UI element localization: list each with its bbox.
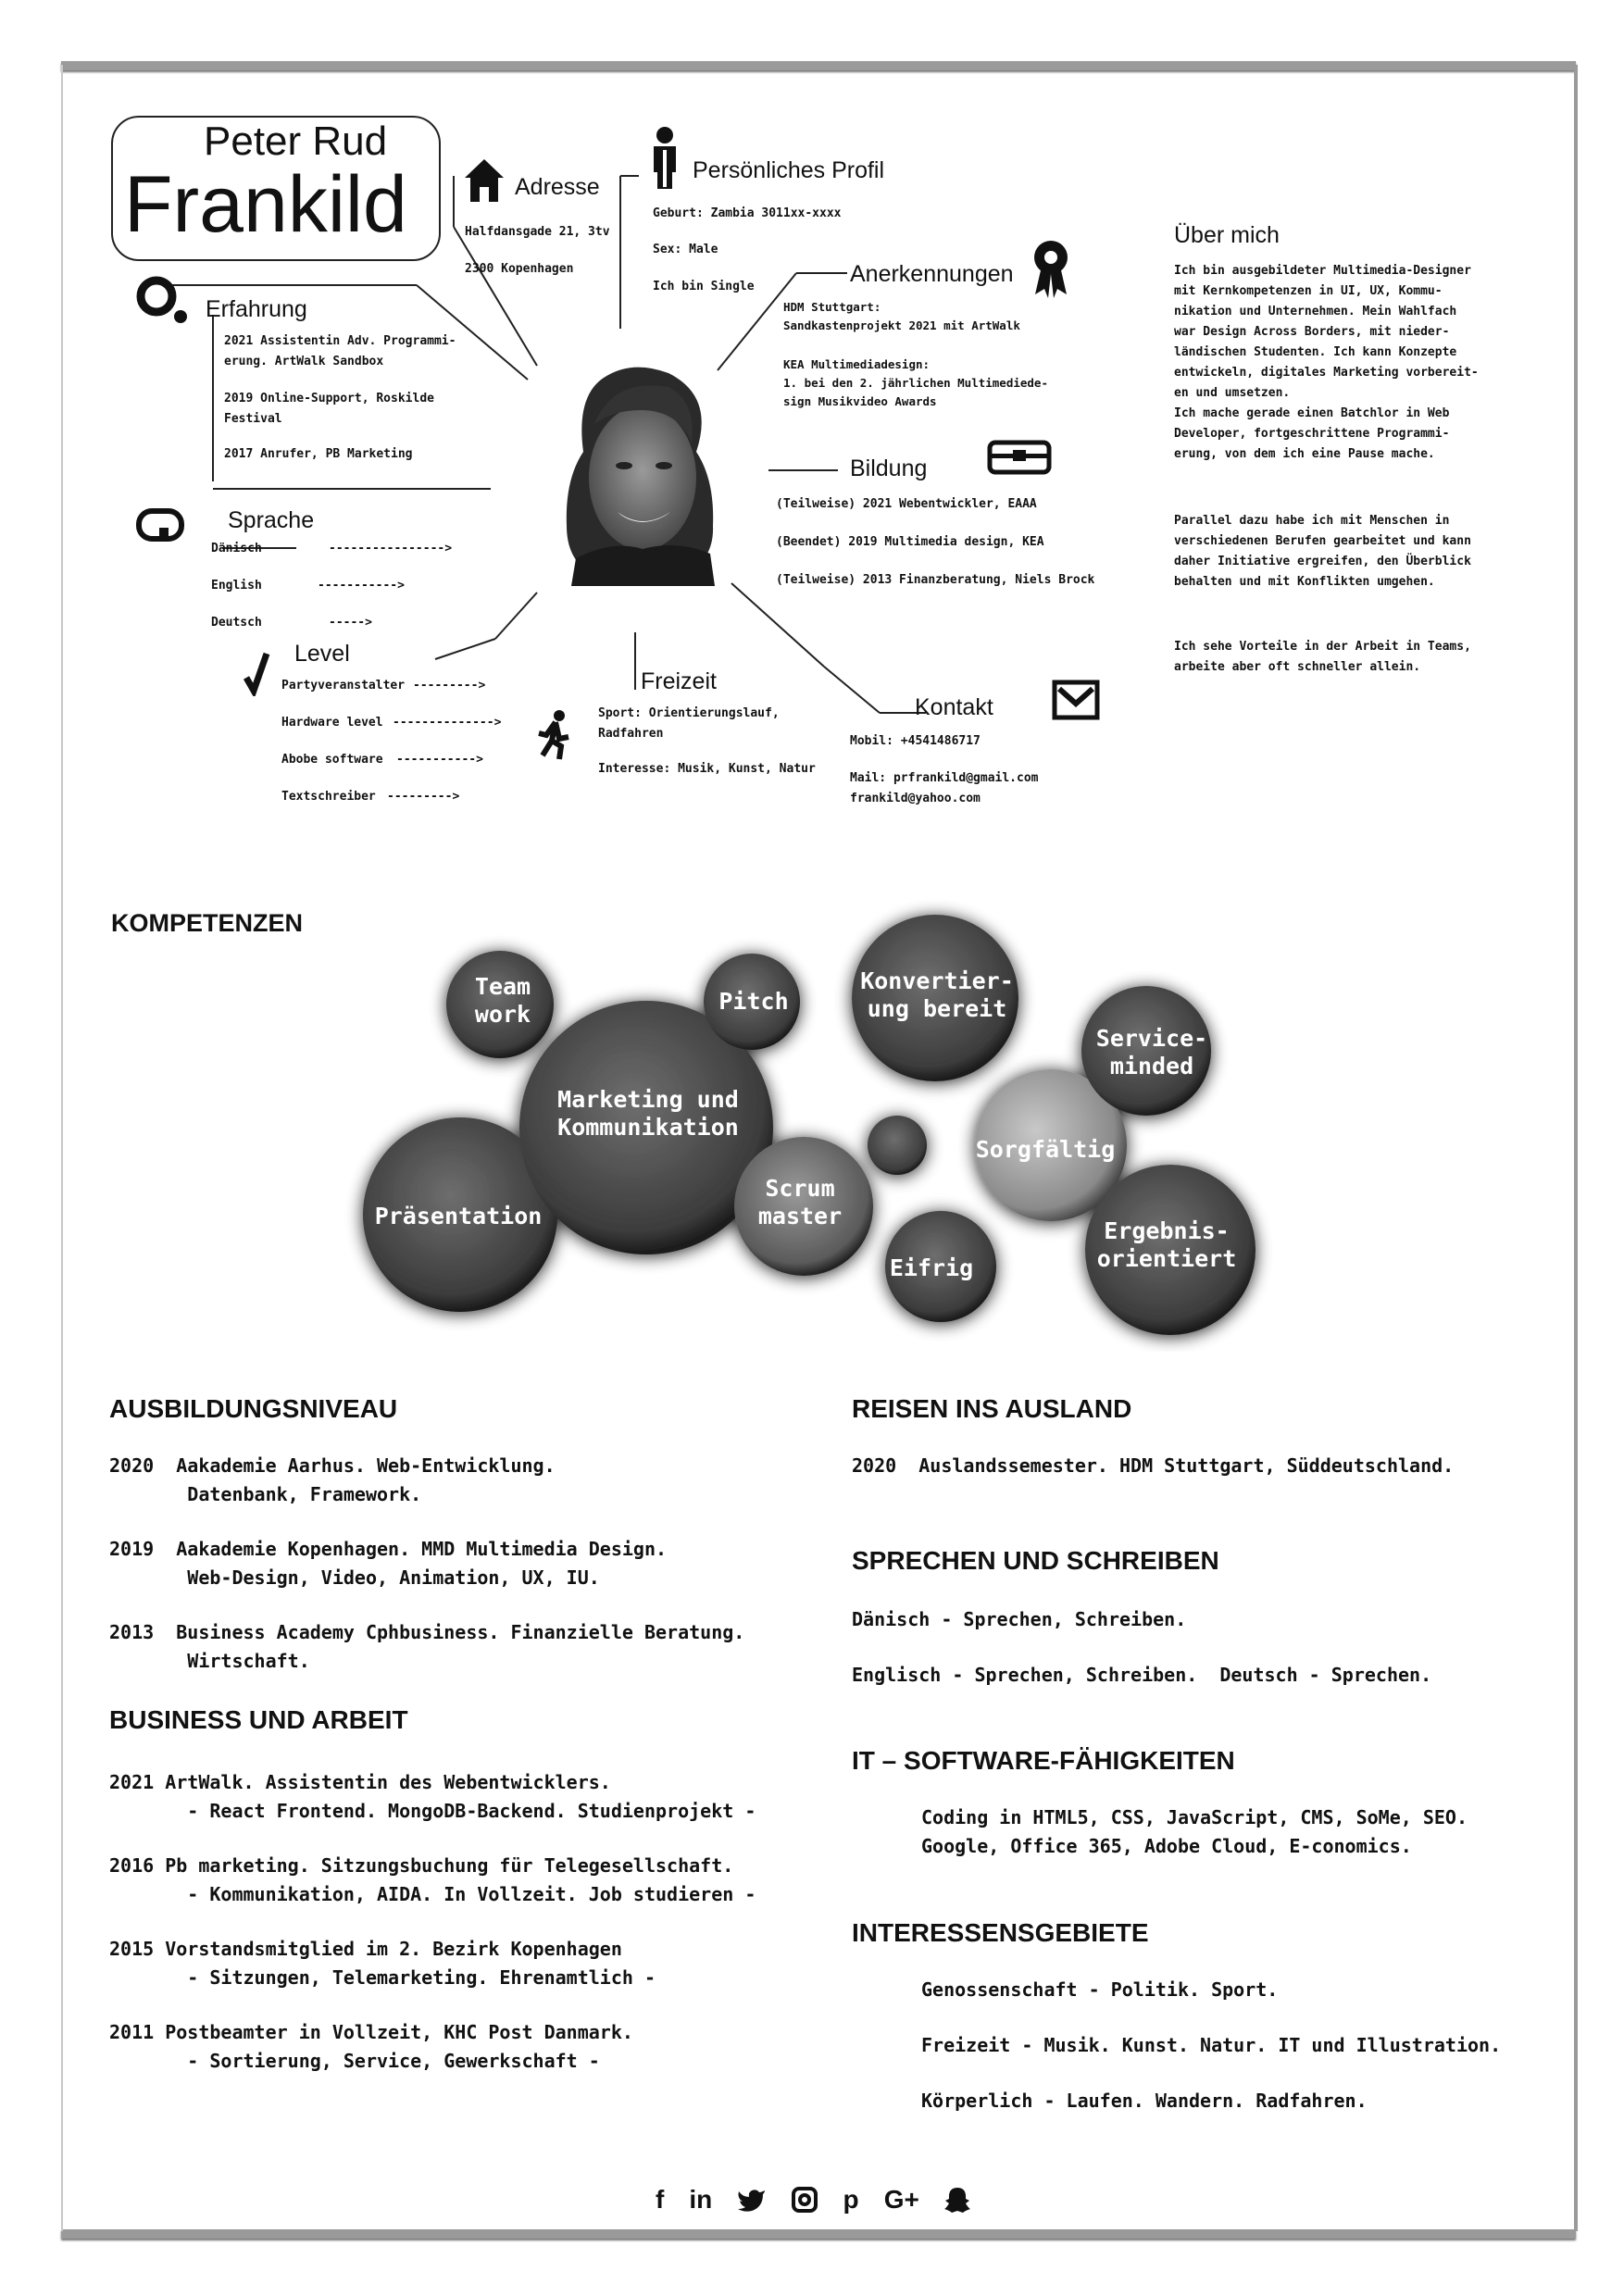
erfahrung-item-1: 2021 Assistentin Adv. Programmi- erung. ArtWalk Sandbox bbox=[224, 334, 456, 368]
freizeit-sport: Sport: Orientierungslauf, Radfahren bbox=[598, 706, 780, 741]
bubble-label-pitch: Pitch bbox=[718, 988, 789, 1015]
uber-mich-p1: Ich bin ausgebildeter Multimedia-Designer mit Kernkompetenzen in UI, UX, Kommu- nikation und Unternehmen. Mein Wahlfach war Design Across Borders, mit nieder- ländischen Studenten. Ich kann Konzepte entwickeln, digitales Marketing vorbereit- en und umsetzen. Ich mache gerade einen Batchlor in Web Developer, fortgeschrittene Programmi- erung, von dem ich eine Pause mache. bbox=[1174, 264, 1479, 461]
speech-bubble-icon bbox=[135, 507, 187, 544]
adresse-title: Adresse bbox=[515, 174, 600, 200]
reisen-item-1: 2020 Auslandssemester. HDM Stuttgart, Süddeutschland. bbox=[852, 1454, 1455, 1477]
ausbildung-item-1: 2020 Aakademie Aarhus. Web-Entwicklung. Datenbank, Framework. bbox=[109, 1454, 556, 1505]
sprache-name-2: English bbox=[211, 579, 262, 593]
erfahrung-title: Erfahrung bbox=[206, 296, 307, 322]
ausbildung-title: AUSBILDUNGSNIVEAU bbox=[109, 1394, 398, 1423]
search-icon bbox=[132, 274, 194, 328]
bubble-label-service: Service-minded bbox=[1095, 1025, 1208, 1079]
google-plus-icon[interactable]: G+ bbox=[883, 2185, 919, 2214]
pinterest-icon[interactable]: p bbox=[843, 2185, 859, 2214]
adresse-line2: 2300 Kopenhagen bbox=[465, 262, 574, 276]
bildung-title: Bildung bbox=[850, 455, 928, 481]
kontakt-mail[interactable]: Mail: prfrankild@gmail.com frankild@yahoo.com bbox=[850, 771, 1039, 805]
bubble-label-konvertierung: Konvertier-ung bereit bbox=[860, 967, 1014, 1022]
profil-title: Persönliches Profil bbox=[693, 157, 885, 183]
erfahrung-item-2: 2019 Online-Support, Roskilde Festival bbox=[224, 392, 434, 426]
business-title: BUSINESS UND ARBEIT bbox=[109, 1705, 408, 1734]
ausbildung-item-2: 2019 Aakademie Kopenhagen. MMD Multimedia Design. Web-Design, Video, Animation, UX, IU. bbox=[109, 1538, 668, 1589]
kompetenzen-title: KOMPETENZEN bbox=[111, 909, 304, 937]
page-border-bottom bbox=[61, 2229, 1576, 2239]
sprechen-item-2: Englisch - Sprechen, Schreiben. Deutsch - Sprechen. bbox=[852, 1664, 1432, 1686]
business-item-4: 2011 Postbeamter in Vollzeit, KHC Post Danmark. - Sortierung, Service, Gewerkschaft - bbox=[109, 2021, 633, 2072]
bubble-label-prasentation: Präsentation bbox=[374, 1203, 543, 1229]
bubble-label-eifrig: Eifrig bbox=[889, 1254, 974, 1281]
business-item-2: 2016 Pb marketing. Sitzungsbuchung für Telegesellschaft. - Kommunikation, AIDA. In Vollzeit. Job studieren - bbox=[109, 1854, 756, 1905]
freizeit-interesse: Interesse: Musik, Kunst, Natur bbox=[598, 762, 816, 776]
home-icon bbox=[461, 156, 507, 206]
first-name: Peter Rud bbox=[204, 119, 388, 164]
bildung-item-2: (Beendet) 2019 Multimedia design, KEA bbox=[776, 535, 1044, 549]
kontakt-mobil[interactable]: Mobil: +4541486717 bbox=[850, 734, 981, 748]
facebook-icon[interactable]: f bbox=[656, 2185, 665, 2214]
erfahrung-item-3: 2017 Anrufer, PB Marketing bbox=[224, 447, 413, 461]
running-icon bbox=[535, 709, 572, 761]
profil-status: Ich bin Single bbox=[653, 280, 755, 293]
ausbildung-item-3: 2013 Business Academy Cphbusiness. Finanzielle Beratung. Wirtschaft. bbox=[109, 1621, 745, 1672]
level-title: Level bbox=[294, 641, 350, 667]
social-bar bbox=[656, 2181, 970, 2218]
level-name-4: Textschreiber bbox=[281, 790, 376, 804]
sprache-title: Sprache bbox=[228, 507, 315, 533]
bubble-label-scrum: Scrum master bbox=[757, 1175, 843, 1229]
profil-sex: Sex: Male bbox=[653, 243, 718, 256]
interessen-item-1: Genossenschaft - Politik. Sport. bbox=[921, 1978, 1279, 2001]
level-name-3: Abobe software bbox=[281, 753, 383, 767]
uber-mich-p3: Ich sehe Vorteile in der Arbeit in Teams, arbeite aber oft schneller allein. bbox=[1174, 640, 1471, 674]
sprache-bar-3: -----> bbox=[329, 616, 372, 630]
business-item-1: 2021 ArtWalk. Assistentin des Webentwicklers. - React Frontend. MongoDB-Backend. Studienprojekt - bbox=[109, 1771, 756, 1822]
sprache-name-3: Deutsch bbox=[211, 616, 262, 630]
sprache-bar-2: -----------> bbox=[318, 579, 405, 593]
kompetenzen-bubbles bbox=[333, 889, 1278, 1352]
bubble-dot bbox=[868, 1116, 927, 1175]
award-icon bbox=[1028, 237, 1074, 300]
level-name-2: Hardware level bbox=[281, 716, 383, 730]
last-name: Frankild bbox=[124, 160, 407, 249]
snapchat-icon[interactable] bbox=[944, 2186, 970, 2214]
uber-mich-p2: Parallel dazu habe ich mit Menschen in verschiedenen Berufen gearbeitet und kann daher Initiative ergreifen, den Überblick behalten und mit Konflikten umgehen. bbox=[1174, 514, 1471, 589]
uber-mich-title: Über mich bbox=[1174, 222, 1280, 248]
twitter-icon[interactable] bbox=[737, 2187, 767, 2213]
kontakt-title: Kontakt bbox=[915, 694, 993, 720]
linkedin-icon[interactable]: in bbox=[689, 2185, 713, 2214]
interessen-item-3: Körperlich - Laufen. Wandern. Radfahren. bbox=[921, 2090, 1368, 2112]
bubble-label-teamwork: Team work bbox=[474, 973, 531, 1028]
interessen-item-2: Freizeit - Musik. Kunst. Natur. IT und Illustration. bbox=[921, 2034, 1502, 2056]
bubble-label-marketing: Marketing und Kommunikation bbox=[557, 1086, 739, 1141]
reisen-title: REISEN INS AUSLAND bbox=[852, 1394, 1132, 1423]
bildung-item-1: (Teilweise) 2021 Webentwickler, EAAA bbox=[776, 497, 1037, 511]
profile-photo bbox=[557, 359, 722, 591]
instagram-icon[interactable] bbox=[792, 2187, 818, 2213]
anerkennungen-item-1: HDM Stuttgart: Sandkastenprojekt 2021 mit ArtWalk bbox=[783, 300, 1020, 332]
sprechen-item-1: Dänisch - Sprechen, Schreiben. bbox=[852, 1608, 1187, 1630]
profil-birth: Geburt: Zambia 3011xx-xxxx bbox=[653, 206, 842, 220]
level-bar-1: ---------> bbox=[413, 679, 486, 693]
anerkennungen-item-2: KEA Multimediadesign: 1. bei den 2. jährlichen Multimediede- sign Musikvideo Awards bbox=[783, 357, 1048, 408]
anerkennungen-title: Anerkennungen bbox=[850, 261, 1014, 287]
level-name-1: Partyveranstalter bbox=[281, 679, 406, 693]
briefcase-icon bbox=[987, 435, 1052, 476]
sprechen-title: SPRECHEN UND SCHREIBEN bbox=[852, 1546, 1219, 1575]
freizeit-title: Freizeit bbox=[641, 668, 717, 694]
it-text: Coding in HTML5, CSS, JavaScript, CMS, SoMe, SEO. Google, Office 365, Adobe Cloud, E-conomics. bbox=[921, 1806, 1468, 1857]
person-icon bbox=[648, 126, 681, 191]
business-item-3: 2015 Vorstandsmitglied im 2. Bezirk Kopenhagen - Sitzungen, Telemarketing. Ehrenamtlich - bbox=[109, 1938, 656, 1989]
bubble-label-sorgfaltig: Sorgfältig bbox=[975, 1136, 1116, 1163]
it-title: IT – SOFTWARE-FÄHIGKEITEN bbox=[852, 1746, 1235, 1775]
level-bar-2: --------------> bbox=[393, 716, 502, 730]
bildung-item-3: (Teilweise) 2013 Finanzberatung, Niels Brock bbox=[776, 573, 1095, 587]
sprache-name-1: Dänisch bbox=[211, 542, 262, 555]
bubble-label-ergebnis: Ergebnis-orientiert bbox=[1096, 1217, 1237, 1272]
level-bar-4: ---------> bbox=[387, 790, 460, 804]
checkmark-icon bbox=[243, 648, 270, 696]
level-bar-3: -----------> bbox=[396, 753, 483, 767]
mail-icon bbox=[1052, 680, 1100, 720]
interessen-title: INTERESSENSGEBIETE bbox=[852, 1918, 1149, 1947]
adresse-line1: Halfdansgade 21, 3tv bbox=[465, 225, 610, 239]
sprache-bar-1: ----------------> bbox=[329, 542, 453, 555]
